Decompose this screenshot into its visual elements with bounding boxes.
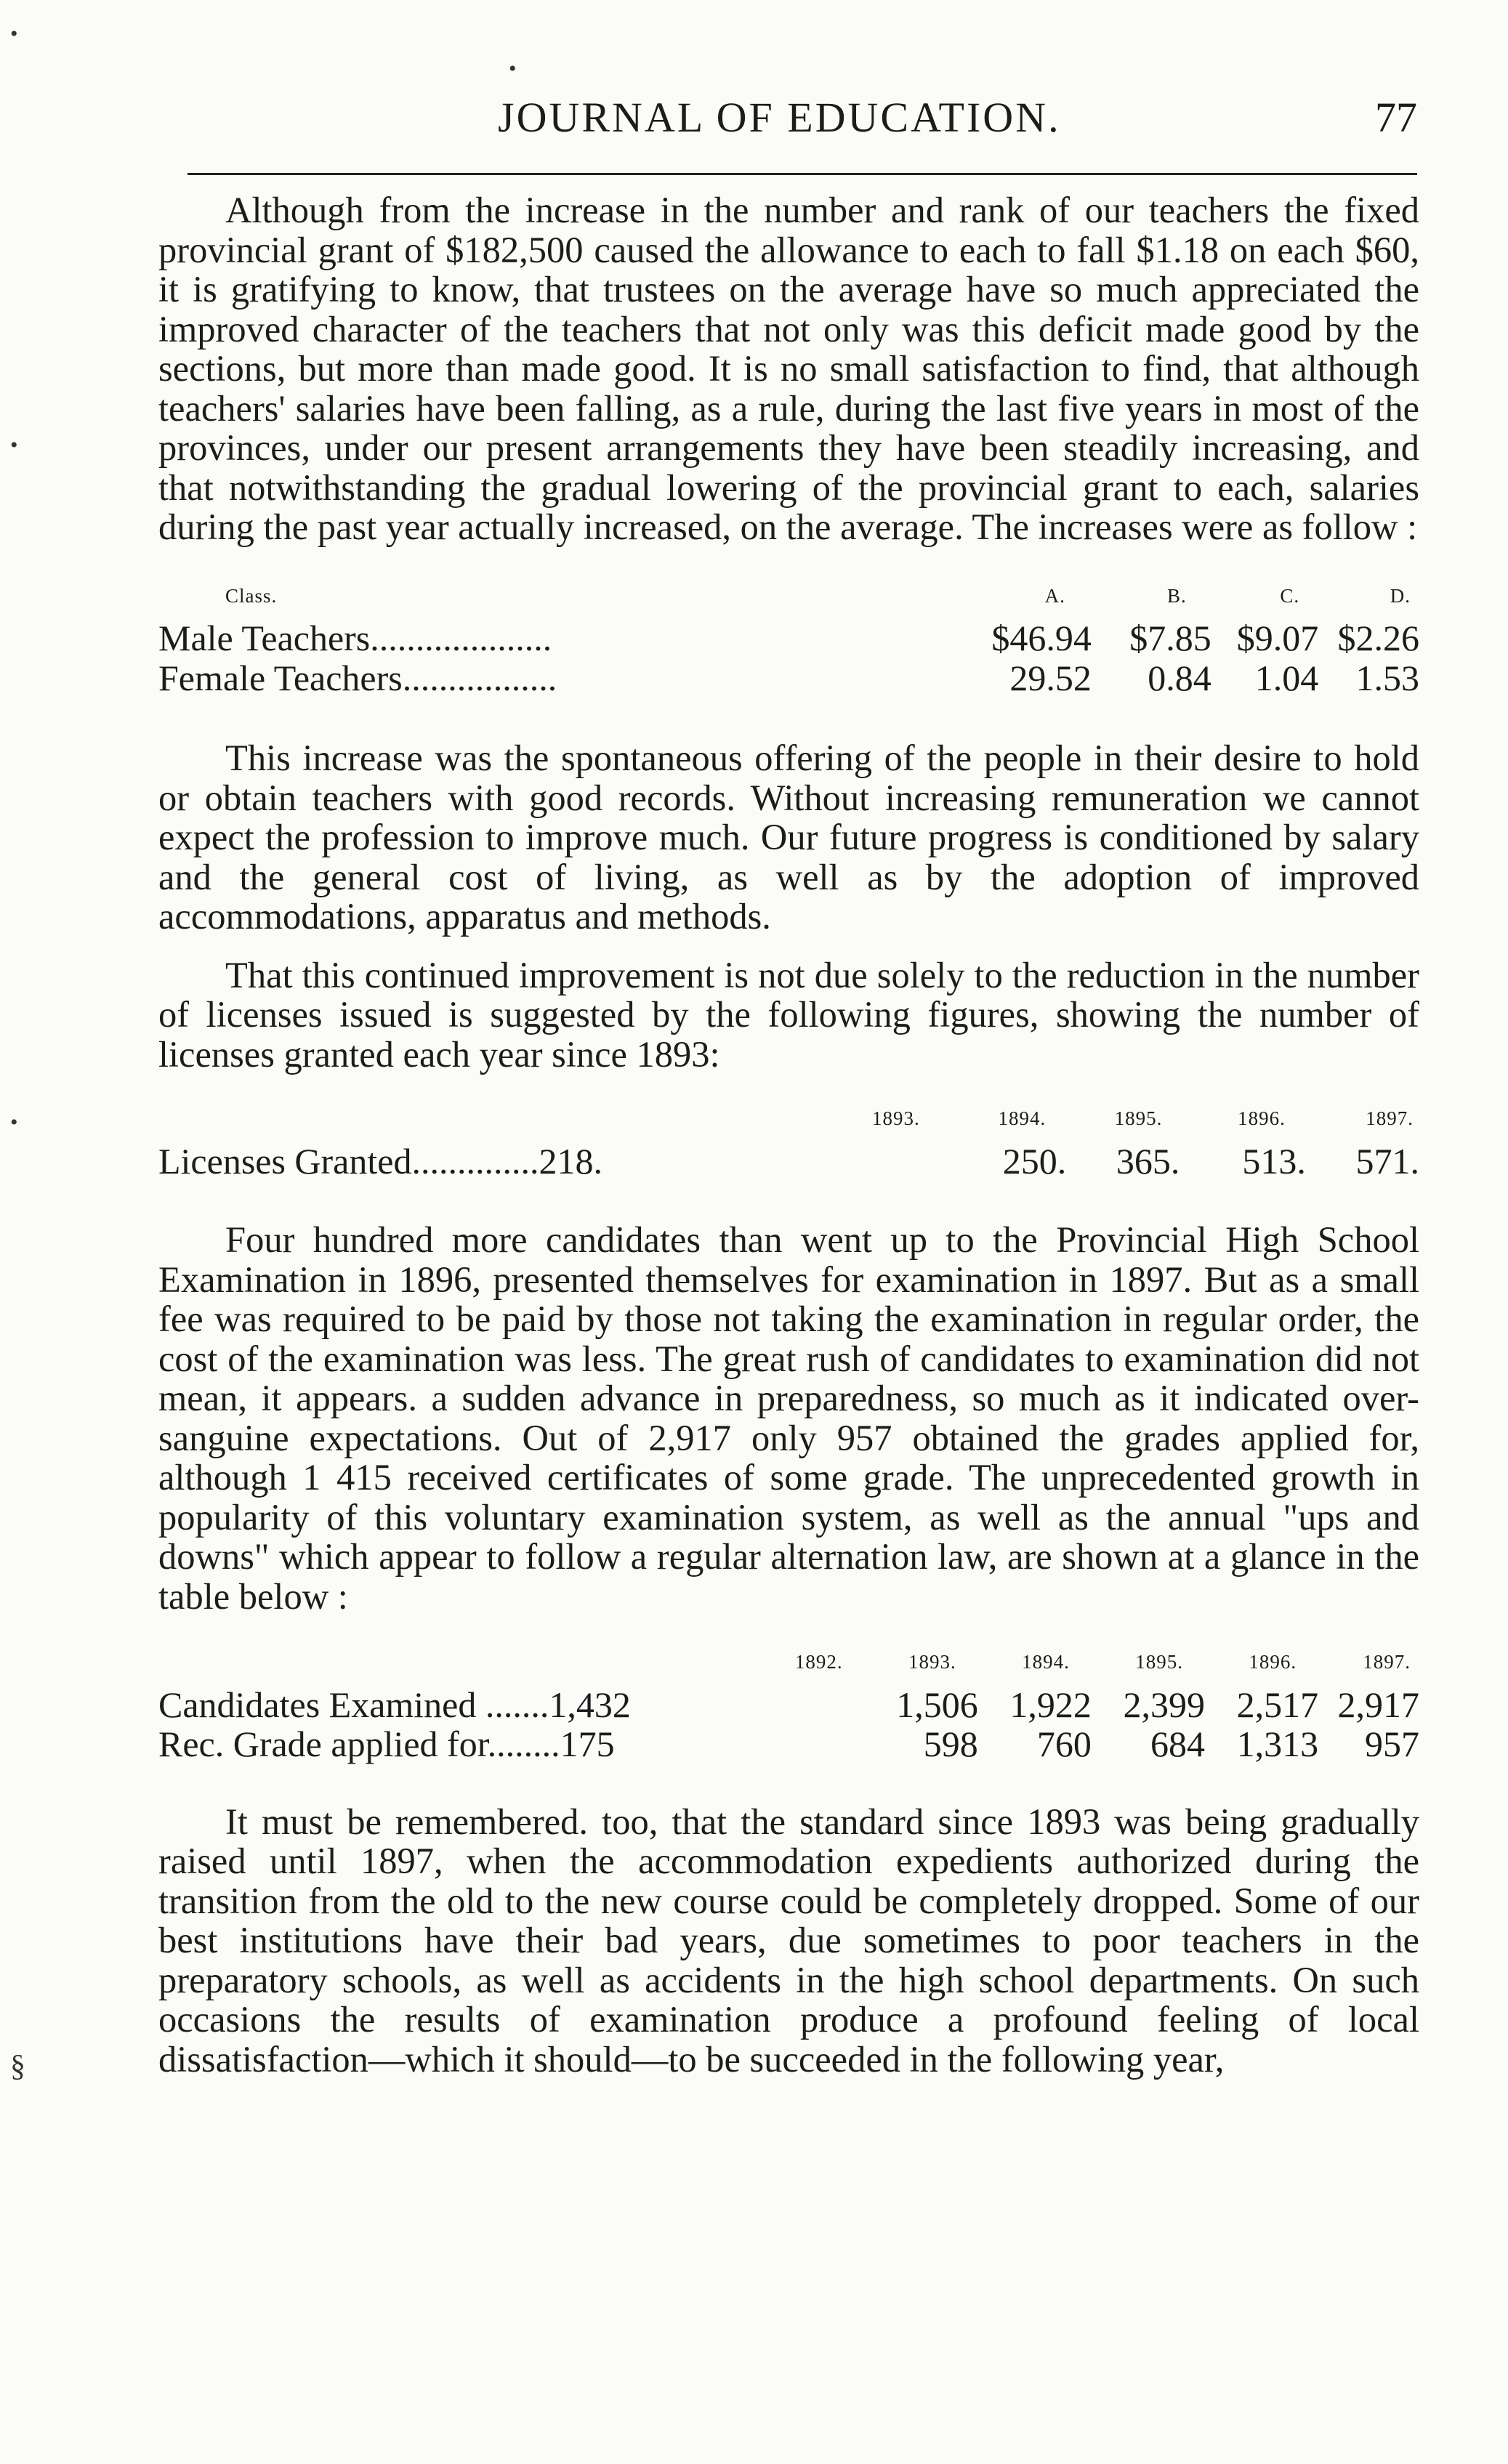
table-header-cell: 1897.	[1363, 1651, 1411, 1673]
row-label: Rec. Grade applied for........175	[158, 1724, 615, 1764]
table-row	[158, 1142, 1419, 1181]
salary-increase-table	[158, 576, 1419, 698]
table-cell: 1.53	[1355, 657, 1419, 698]
page-header	[156, 86, 1417, 151]
paragraph: That this continued improvement is not due solely to the reduction in the number of licenses issued is suggested by the following figures, showing the number of licenses granted each year since 1893:	[158, 954, 1419, 1075]
table-cell: 1,506	[896, 1684, 978, 1725]
margin-speck-icon: •	[10, 1110, 18, 1134]
row-label: Male Teachers....................	[158, 618, 552, 658]
table-header-cell: 1893.	[871, 1107, 920, 1129]
table-cell: 571.	[1355, 1140, 1419, 1181]
table-header-cell: 1896.	[1238, 1107, 1286, 1129]
table-header-cell: 1893.	[908, 1651, 956, 1673]
licenses-table	[158, 1099, 1419, 1181]
table-cell: 1,922	[1009, 1684, 1092, 1725]
table-cell: 365.	[1116, 1140, 1180, 1181]
table-cell: 1,313	[1236, 1724, 1319, 1764]
table-cell: 1.04	[1254, 657, 1319, 698]
table-cell: 29.52	[1009, 657, 1092, 698]
paragraph: Four hundred more candidates than went up to the Provincial High School Examination in 1896, presented themselves for examination in 1897. But as a small fee was required to be paid by those not taking the examination in regular order, the cost of the examination was less. The great rush of candidates to examination did not mean, it appears. a sudden advance in preparedness, so much as it indicated over-sanguine expectations. Out of 2,917 only 957 obtained the grades applied for, although 1 415 received certificates of some grade. The unprecedented growth in popularity of this voluntary examination system, as well as the annual "ups and downs" which appear to follow a regular alternation law, are shown at a glance in the table below :	[158, 1219, 1419, 1617]
margin-speck-icon: •	[10, 433, 18, 457]
table-cell: 957	[1365, 1724, 1419, 1764]
table-cell: $46.94	[991, 618, 1092, 658]
table-header-cell: 1897.	[1366, 1107, 1414, 1129]
table-header-cell: 1894.	[998, 1107, 1047, 1129]
table-header-cell: 1895.	[1114, 1107, 1163, 1129]
table-cell: 2,517	[1236, 1684, 1319, 1725]
paragraph: It must be remembered. too, that the standard since 1893 was being gradually raised until 1897, when the accommodation expedients authorized during the transition from the old to the new course could be completely dropped. Some of our best institutions have their bad years, due sometimes to poor teachers in the preparatory schools, as well as accidents in the high school departments. On such occasions the results of examination produce a profound feeling of local dissatisfaction—which it should—to be succeeded in the following year,	[158, 1801, 1419, 2080]
table-header-cell: C.	[1280, 584, 1300, 607]
row-label: Candidates Examined .......1,432	[158, 1684, 631, 1725]
page-number: 77	[1375, 94, 1417, 141]
paragraph: This increase was the spontaneous offering of the people in their desire to hold or obtain teachers with good records. Without increasing remuneration we cannot expect the profession to improve much. Our future progress is conditioned by salary and the general cost of living, as well as by the adoption of improved accommodations, apparatus and methods.	[158, 738, 1419, 937]
table-cell: $2.26	[1337, 618, 1419, 658]
table-cell: 513.	[1242, 1140, 1306, 1181]
candidates-table	[158, 1642, 1419, 1764]
running-title: JOURNAL OF EDUCATION.	[498, 94, 1061, 141]
margin-speck-icon: §	[10, 2050, 25, 2083]
margin-speck-icon: •	[10, 22, 18, 46]
table-header-cell: 1895.	[1135, 1651, 1184, 1673]
table-cell: 598	[923, 1724, 978, 1764]
table-cell: $9.07	[1236, 618, 1319, 658]
row-label: Female Teachers.................	[158, 657, 557, 698]
table-header-cell: 1892.	[794, 1651, 843, 1673]
table-cell: $7.85	[1129, 618, 1211, 658]
table-cell: 760	[1036, 1724, 1092, 1764]
table-header-cell: D.	[1390, 584, 1411, 607]
table-row	[158, 658, 1419, 698]
table-row	[158, 618, 1419, 658]
header-rule	[188, 173, 1417, 175]
table-cell: 250.	[1002, 1140, 1067, 1181]
table-header-row	[158, 1642, 1419, 1685]
table-cell: 2,917	[1337, 1684, 1419, 1725]
table-header-row	[158, 576, 1419, 619]
table-row	[158, 1685, 1419, 1725]
table-header-cell: B.	[1166, 584, 1187, 607]
row-label: Licenses Granted..............218.	[158, 1140, 602, 1181]
table-header-cell: A.	[1044, 584, 1065, 607]
table-header-cell: Class.	[225, 584, 278, 607]
table-cell: 684	[1150, 1724, 1206, 1764]
article-body	[158, 190, 1419, 2079]
table-header-cell: 1896.	[1249, 1651, 1297, 1673]
table-header-row	[158, 1099, 1419, 1142]
table-header-cell: 1894.	[1022, 1651, 1070, 1673]
table-row	[158, 1724, 1419, 1764]
paragraph: Although from the increase in the number and rank of our teachers the fixed provincial grant of $182,500 caused the allowance to each to fall $1.18 on each $60, it is gratifying to know, that trustees on the average have so much appreciated the improved character of the teachers that not only was this deficit made good by the sections, but more than made good. It is no small satisfaction to find, that although teachers' salaries have been falling, as a rule, during the last five years in most of the provinces, under our present arrangements they have been steadily increasing, and that notwithstanding the gradual lowering of the provincial grant to each, salaries during the past year actually increased, on the average. The increases were as follow :	[158, 190, 1419, 547]
table-cell: 2,399	[1123, 1684, 1206, 1725]
table-cell: 0.84	[1148, 657, 1211, 698]
margin-speck-icon: •	[509, 57, 517, 81]
